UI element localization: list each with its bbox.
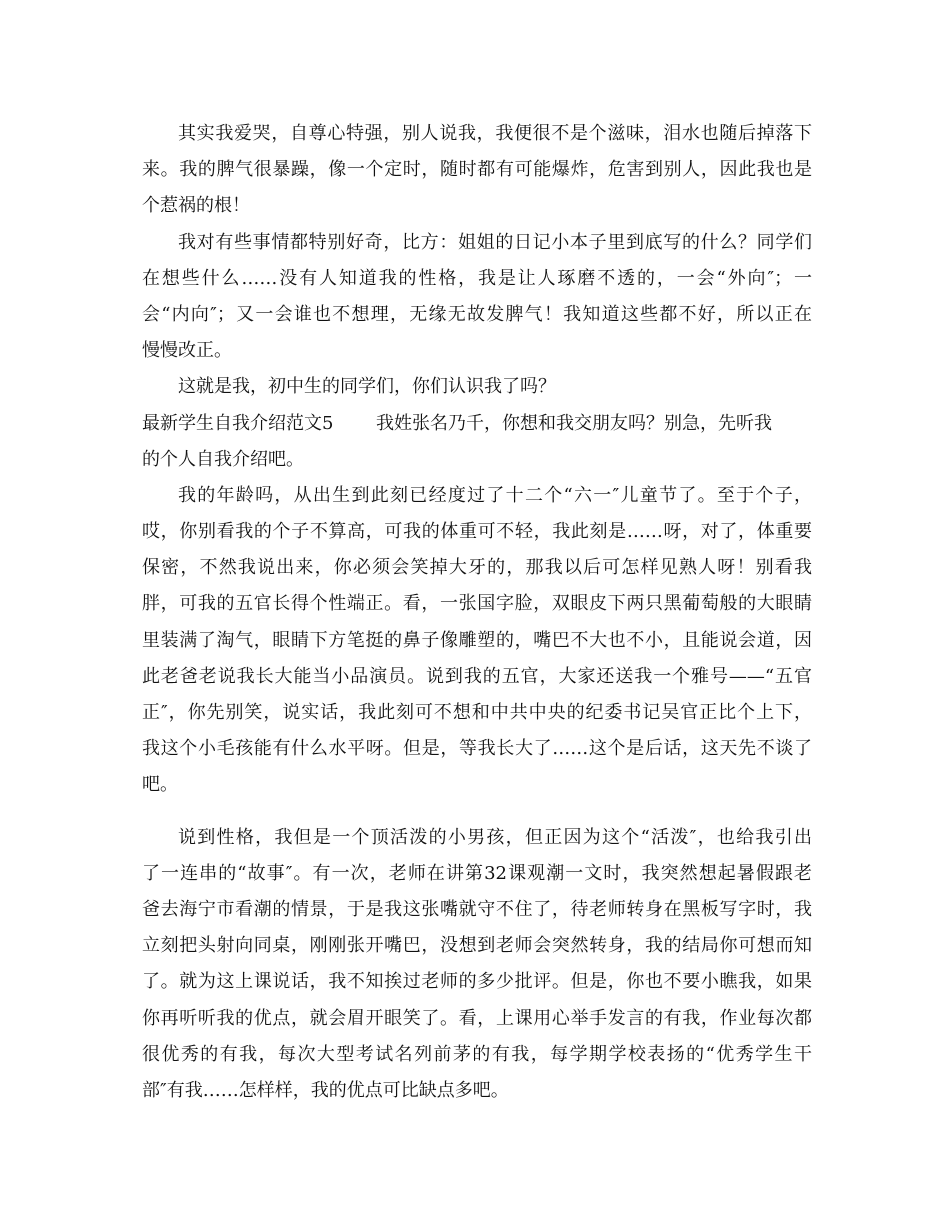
paragraph-line: 很优秀的有我，每次大型考试名列前茅的有我，每学期学校表扬的“优秀学生干: [142, 1043, 812, 1065]
paragraph-line: 说到性格，我但是一个顶活泼的小男孩，但正因为这个“活泼″，也给我引出: [178, 826, 812, 848]
paragraph-line: 部″有我……怎样样，我的优点可比缺点多吧。: [142, 1079, 509, 1101]
section-heading-line: [142, 406, 812, 442]
paragraph-line: 此老爸老说我长大能当小品演员。说到我的五官，大家还送我一个雅号——“五官: [142, 665, 812, 687]
paragraph-line: 爸去海宁市看潮的情景，于是我这张嘴就守不住了，待老师转身在黑板写字时，我: [142, 898, 812, 920]
paragraph-line: 你再听听我的优点，就会眉开眼笑了。看，上课用心举手发言的有我，作业每次都: [142, 1007, 812, 1029]
paragraph-line: 哎，你别看我的个子不算高，可我的体重可不轻，我此刻是……呀，对了，体重要: [142, 521, 812, 543]
paragraph-line: 的个人自我介绍吧。: [142, 448, 304, 470]
paragraph-line: 个惹祸的根！: [142, 195, 250, 217]
paragraph-line: 我的年龄吗，从出生到此刻已经度过了十二个“六一″儿童节了。至于个子，: [178, 484, 812, 506]
document-body: [142, 116, 812, 1109]
paragraph-line: 立刻把头射向同桌，刚刚张开嘴巴，没想到老师会突然转身，我的结局你可想而知: [142, 935, 812, 957]
section-title: 最新学生自我介绍范文5: [142, 412, 334, 434]
paragraph-line: 正″，你先别笑，说实话，我此刻可不想和中共中央的纪委书记吴官正比个上下，: [142, 702, 812, 723]
paragraph-line: 其实我爱哭，自尊心特强，别人说我，我便很不是个滋味，泪水也随后掉落下: [178, 123, 812, 144]
paragraph-line: 这就是我，初中生的同学们，你们认识我了吗？: [178, 376, 556, 398]
paragraph-line: 会“内向″；又一会谁也不想理，无缘无故发脾气！我知道这些都不好，所以正在: [142, 303, 812, 325]
paragraph-line: 在想些什么……没有人知道我的性格，我是让人琢磨不透的，一会“外向″；一: [142, 267, 812, 289]
paragraph-line: 保密，不然我说出来，你必须会笑掉大牙的，那我以后可怎样见熟人呀！别看我: [142, 557, 812, 579]
paragraph-line: 来。我的脾气很暴躁，像一个定时，随时都有可能爆炸，危害到别人，因此我也是: [142, 159, 812, 181]
paragraph-line: 慢慢改正。: [142, 340, 232, 362]
paragraph-line: 胖，可我的五官长得个性端正。看，一张国字脸，双眼皮下两只黑葡萄般的大眼睛: [142, 593, 812, 615]
paragraph-gap: [142, 804, 812, 820]
paragraph-line: 了一连串的“故事″。有一次，老师在讲第32课观潮一文时，我突然想起暑假跟老: [142, 862, 812, 884]
paragraph-line: 我这个小毛孩能有什么水平呀。但是，等我长大了……这个是后话，这天先不谈了: [142, 738, 812, 760]
paragraph-line: 里装满了淘气，眼睛下方笔挺的鼻子像雕塑的，嘴巴不大也不小，且能说会道，因: [142, 629, 812, 651]
paragraph-line: 吧。: [142, 774, 178, 796]
paragraph-line: 我对有些事情都特别好奇，比方：姐姐的日记小本子里到底写的什么？同学们: [178, 231, 812, 253]
paragraph-line: 了。就为这上课说话，我不知挨过老师的多少批评。但是，你也不要小瞧我，如果: [142, 971, 812, 993]
paragraph-line: 我姓张名乃千，你想和我交朋友吗？别急，先听我: [376, 412, 772, 434]
